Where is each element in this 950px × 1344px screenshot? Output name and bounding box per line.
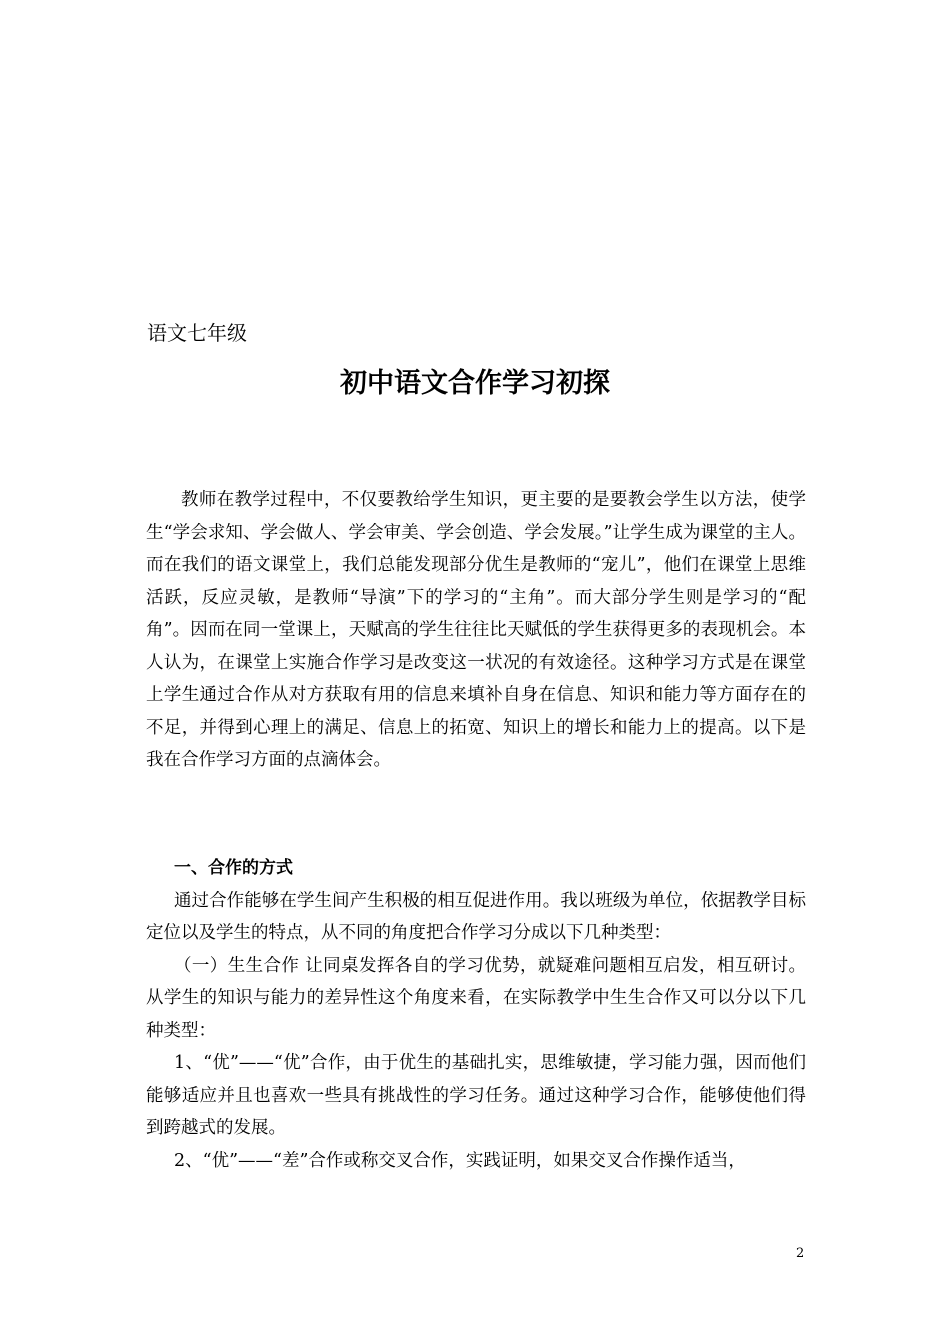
page-number: 2 — [796, 1246, 805, 1261]
grade-label: 语文七年级 — [147, 321, 247, 345]
section-paragraph-4: 2、“优”——“差”合作或称交叉合作，实践证明，如果交叉合作操作适当， — [174, 1150, 746, 1171]
intro-paragraph: 教师在教学过程中，不仅要教给学生知识，更主要的是要教会学生以方法，使学生“学会求知、学会做人、学会审美、学会创造、学会发展。”让学生成为课堂的主人。而在我们的语文课堂上，我们总能发现部分优生是教师的“宠儿”，他们在课堂上思维活跃，反应灵敏，是教师“导演”下的学习的“主角”。而大部分学生则是学习的“配角”。因而在同一堂课上，天赋高的学生往往比天赋低的学生获得更多的表现机会。本人认为，在课堂上实施合作学习是改变这一状况的有效途径。这种学习方式是在课堂上学生通过合作从对方获取有用的信息来填补自身在信息、知识和能力等方面存在的不足，并得到心理上的满足、信息上的拓宽、知识上的增长和能力上的提高。以下是我在合作学习方面的点滴体会。 — [146, 490, 806, 770]
intro-section — [146, 484, 806, 777]
document-title: 初中语文合作学习初探 — [340, 368, 610, 399]
section-paragraph-1: 通过合作能够在学生间产生积极的相互促进作用。我以班级为单位，依据教学目标定位以及学生的特点，从不同的角度把合作学习分成以下几种类型： — [146, 890, 806, 943]
section-heading: 一、合作的方式 — [174, 858, 293, 878]
section-paragraph-3: 1、“优”——“优”合作，由于优生的基础扎实，思维敏捷，学习能力强，因而他们能够适应并且也喜欢一些具有挑战性的学习任务。通过这种学习合作，能够使他们得到跨越式的发展。 — [146, 1053, 806, 1138]
section-cooperation-methods — [146, 852, 806, 1177]
section-paragraph-2: （一）生生合作 让同桌发挥各自的学习优势，就疑难问题相互启发，相互研讨。从学生的知识与能力的差异性这个角度来看，在实际教学中生生合作又可以分以下几种类型： — [146, 955, 806, 1041]
